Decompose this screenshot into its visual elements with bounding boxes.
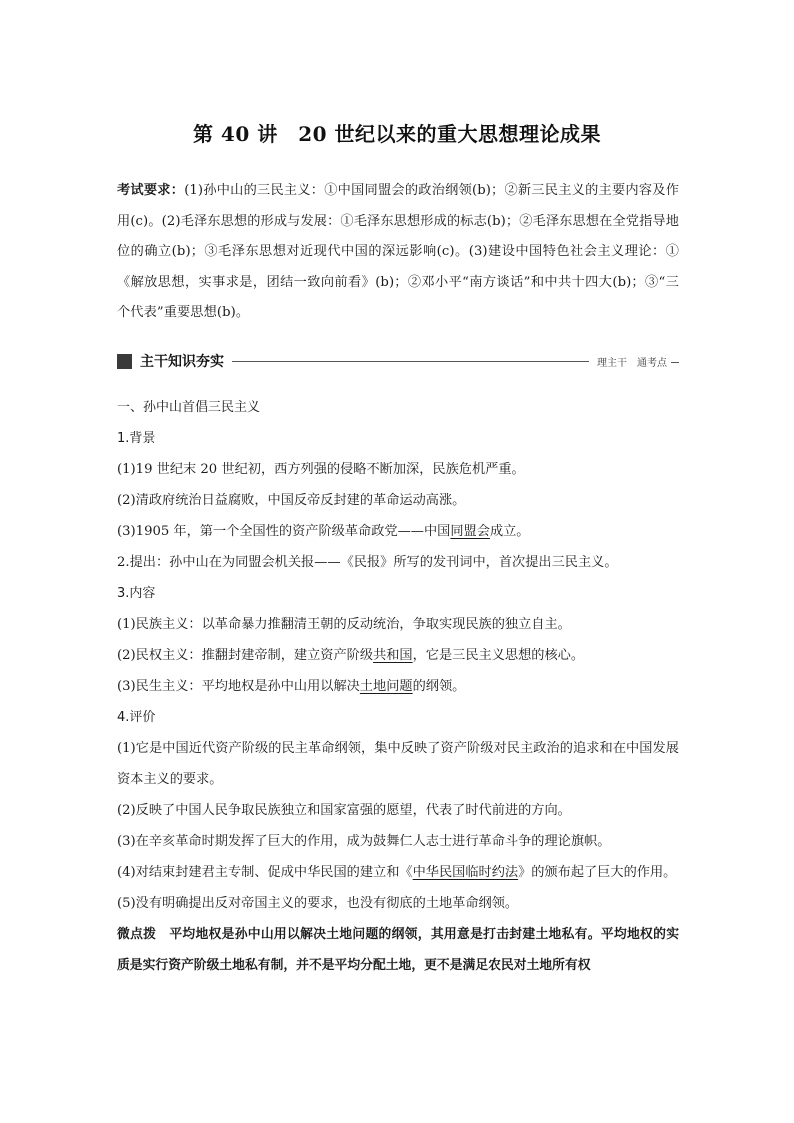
section-square-icon — [117, 354, 132, 369]
evaluation-item-5: (5)没有明确提出反对帝国主义的要求，也没有彻底的土地革命纲领。 — [117, 896, 519, 911]
background-label: 1.背景 — [117, 431, 156, 446]
background-item-2: (2)清政府统治日益腐败，中国反帝反封建的革命运动高涨。 — [117, 493, 466, 508]
contents-item-3-post: 的纲领。 — [412, 679, 466, 694]
tip-paragraph — [117, 919, 679, 981]
underlined-tongmenghui: 同盟会 — [450, 524, 490, 539]
tip-label: 微点拨 — [117, 927, 157, 942]
contents-item-2 — [117, 640, 679, 671]
main-content — [117, 392, 679, 981]
section-tag-dash — [671, 362, 679, 363]
evaluation-item-4-pre: (4)对结束封建君主专制、促成中华民国的建立和《 — [117, 865, 413, 880]
tip-text: 平均地权是孙中山用以解决土地问题的纲领，其用意是打击封建土地私有。平均地权的实质是实行资产阶级土地私有制，并不是平均分配土地，更不是满足农民对土地所有权 — [117, 927, 680, 973]
background-item-3-post: 成立。 — [489, 524, 530, 539]
evaluation-label: 4.评价 — [117, 710, 156, 725]
contents-item-1: (1)民族主义：以革命暴力推翻清王朝的反动统治，争取实现民族的独立自主。 — [117, 617, 571, 632]
page-title: 第 40 讲 20 世纪以来的重大思想理论成果 — [192, 122, 602, 146]
contents-item-2-post: ，它是三民主义思想的核心。 — [412, 648, 585, 663]
section-tag — [597, 354, 679, 369]
section-divider — [232, 361, 589, 362]
evaluation-item-3: (3)在辛亥革命时期发挥了巨大的作用，成为鼓舞仁人志士进行革命斗争的理论旗帜。 — [117, 834, 611, 849]
contents-item-3-pre: (3)民生主义：平均地权是孙中山用以解决 — [117, 679, 360, 694]
evaluation-item-1: (1)它是中国近代资产阶级的民主革命纲领，集中反映了资产阶级对民主政治的追求和在中国发展资本主义的要求。 — [117, 741, 679, 787]
section-tag-text: 理主干 通考点 — [597, 357, 667, 369]
background-item-3-pre: (3)1905 年，第一个全国性的资产阶级革命政党——中国 — [117, 524, 451, 539]
section-title: 主干知识夯实 — [140, 354, 224, 370]
requirements-text: (1)孙中山的三民主义：①中国同盟会的政治纲领(b)；②新三民主义的主要内容及作用(c)。(2)毛泽东思想的形成与发展：①毛泽东思想形成的标志(b)；②毛泽东思想在全党指导地位的确立(b)；③毛泽东思想对近现代中国的深远影响(c)。(3)建设中国特色社会主义理论：①《解放思想，实事求是，团结一致向前看》(b)；②邓小平“南方谈话”和中共十四大(b)；③“三个代表”重要思想(b)。 — [117, 183, 679, 320]
underlined-land-issue: 土地问题 — [359, 679, 413, 694]
contents-item-2-pre: (2)民权主义：推翻封建帝制，建立资产阶级 — [117, 648, 374, 663]
proposal-paragraph: 2.提出：孙中山在为同盟会机关报——《民报》所写的发刊词中，首次提出三民主义。 — [117, 555, 618, 570]
section-header — [117, 351, 679, 371]
underlined-republic: 共和国 — [373, 648, 413, 663]
contents-label: 3.内容 — [117, 586, 156, 601]
evaluation-item-2: (2)反映了中国人民争取民族独立和国家富强的愿望，代表了时代前进的方向。 — [117, 803, 571, 818]
contents-item-3 — [117, 671, 679, 702]
exam-requirements — [117, 176, 679, 329]
background-item-1: (1)19 世纪末 20 世纪初，西方列强的侵略不断加深，民族危机严重。 — [117, 462, 525, 477]
background-item-3 — [117, 516, 679, 547]
evaluation-item-4 — [117, 857, 679, 888]
evaluation-item-4-post: 》的颁布起了巨大的作用。 — [518, 865, 677, 880]
heading-sun-yatsen: 一、孙中山首倡三民主义 — [117, 400, 261, 415]
requirements-lead: 考试要求： — [117, 183, 185, 198]
underlined-provisional-constitution: 中华民国临时约法 — [412, 865, 519, 880]
